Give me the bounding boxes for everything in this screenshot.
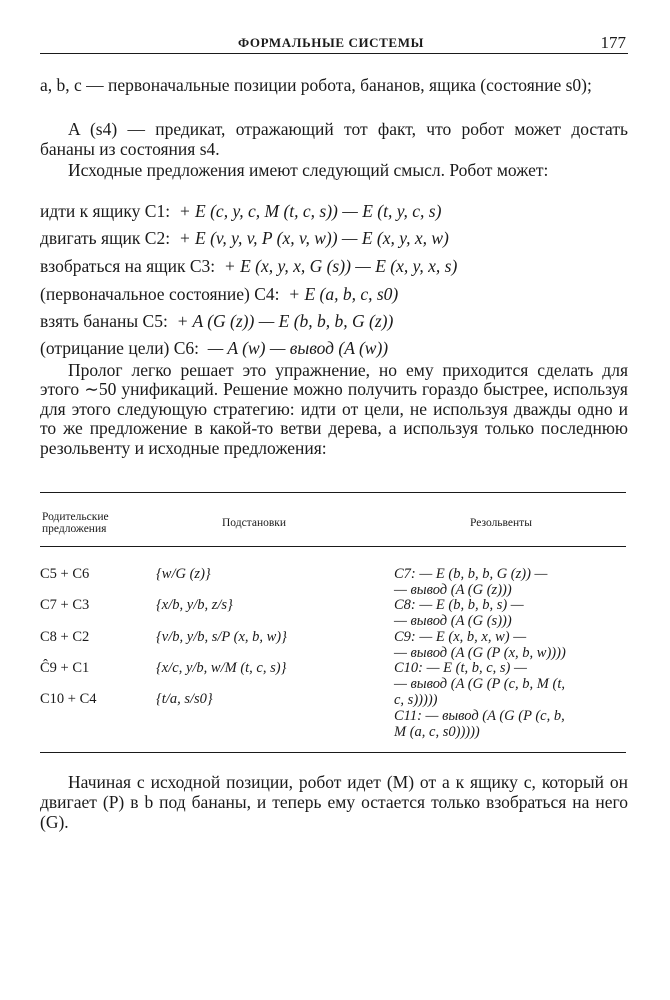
paragraph-predicate: A (s4) — предикат, отражающий тот факт, что робот может достать бананы из состояния s4.	[40, 119, 628, 159]
cell-substitution: {w/G (z)}	[156, 566, 211, 582]
resolution-table	[40, 492, 626, 756]
clause-formula: + A (G (z)) — E (b, b, b, G (z))	[176, 311, 394, 331]
cell-resolvent: C7: — E (b, b, b, G (z)) — — вывод (A (G (z)))	[394, 566, 548, 599]
clause-c4	[40, 284, 628, 304]
column-header-resolvents: Резольвенты	[470, 517, 532, 529]
column-header-parents: Родительские предложения	[42, 511, 109, 535]
cell-resolvent: C9: — E (x, b, x, w) — — вывод (A (G (P (x, b, w))))	[394, 629, 566, 662]
clause-label: (отрицание цели) C6:	[40, 338, 200, 358]
clause-c2	[40, 228, 628, 248]
cell-substitution: {v/b, y/b, s/P (x, b, w)}	[156, 629, 287, 645]
clause-c1	[40, 201, 628, 221]
cell-parents: C8 + C2	[40, 629, 90, 645]
table-header-rule	[40, 546, 626, 547]
clause-formula: — A (w) — вывод (A (w))	[207, 338, 389, 358]
clause-formula: + E (x, y, x, G (s)) — E (x, y, x, s)	[223, 256, 458, 276]
cell-substitution: {x/b, y/b, z/s}	[156, 597, 233, 613]
clause-formula: + E (v, y, v, P (x, v, w)) — E (x, y, x, w)	[178, 228, 449, 248]
clause-label: двигать ящик C2:	[40, 228, 171, 248]
paragraph-conclusion: Начиная с исходной позиции, робот идет (M) от a к ящику c, который он двигает (P) в b под бананы, и теперь ему остается только взобраться на него (G).	[40, 772, 628, 832]
clause-formula: + E (a, b, c, s0)	[288, 284, 399, 304]
clause-c3	[40, 256, 628, 276]
paragraph-clauses-intro: Исходные предложения имеют следующий смысл. Робот может:	[68, 160, 549, 180]
table-top-rule	[40, 492, 626, 493]
cell-parents: C7 + C3	[40, 597, 90, 613]
running-title: ФОРМАЛЬНЫЕ СИСТЕМЫ	[238, 35, 424, 50]
clause-label: идти к ящику C1:	[40, 201, 171, 221]
clause-label: (первоначальное состояние) C4:	[40, 284, 280, 304]
cell-resolvent: C8: — E (b, b, b, s) — — вывод (A (G (s)))	[394, 597, 524, 630]
column-header-substitutions: Подстановки	[222, 517, 287, 529]
cell-resolvent: C10: — E (t, b, c, s) — — вывод (A (G (P (c, b, M (t, c, s)))))	[394, 660, 565, 709]
cell-parents: C10 + C4	[40, 691, 97, 707]
cell-resolvent: C11: — вывод (A (G (P (c, b, M (a, c, s0)))))	[394, 708, 565, 741]
clause-formula: + E (c, y, c, M (t, c, s)) — E (t, y, c, s)	[178, 201, 442, 221]
clause-label: взобраться на ящик C3:	[40, 256, 216, 276]
cell-substitution: {x/c, y/b, w/M (t, c, s)}	[156, 660, 287, 676]
cell-substitution: {t/a, s/s0}	[156, 691, 213, 707]
paragraph-prolog-strategy: Пролог легко решает это упражнение, но ему приходится сделать для этого ∼50 унификаций. Решение можно получить гораздо быстрее, используя для этого следующую стратегию: идти от цели, не используя дважды одно и то же предложение в какой-то ветви дерева, а используя только последнюю резольвенту и исходные предложения:	[40, 360, 628, 458]
paragraph-initial-positions: a, b, c — первоначальные позиции робота, бананов, ящика (состояние s0);	[40, 75, 592, 95]
cell-parents: Ĉ9 + C1	[40, 660, 90, 676]
header-rule	[40, 53, 628, 54]
clause-c6	[40, 338, 628, 358]
clause-label: взять бананы C5:	[40, 311, 168, 331]
page-number: 177	[600, 33, 626, 52]
clause-c5	[40, 311, 628, 331]
running-header	[40, 34, 628, 56]
cell-parents: C5 + C6	[40, 566, 90, 582]
table-bottom-rule	[40, 752, 626, 753]
